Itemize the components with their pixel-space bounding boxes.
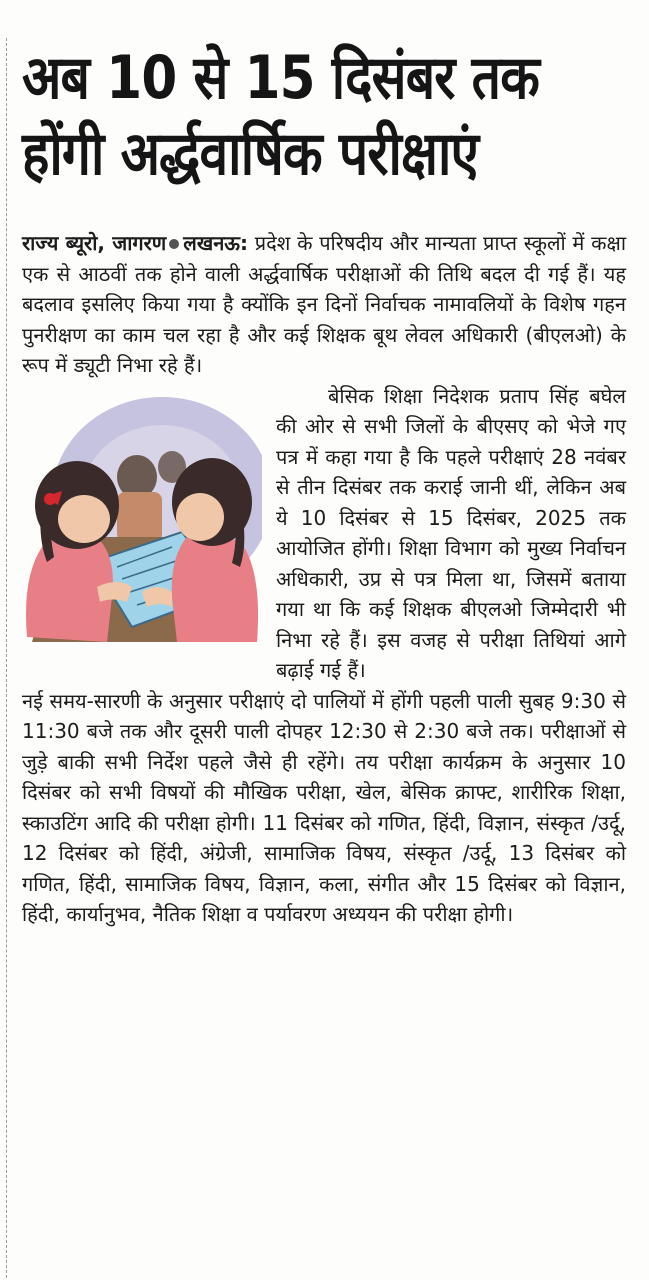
dateline-city: लखनऊ: (183, 231, 248, 255)
headline (22, 40, 555, 192)
headline-line-2: होंगी अर्द्धवार्षिक परीक्षाएं (22, 119, 479, 189)
paragraph-2-text: बेसिक शिक्षा निदेशक प्रताप सिंह बघेल की ओर से सभी जिलों के बीएसए को भेजे गए पत्र में कहा गया है कि पहले परीक्षाएं 28 नवंबर से तीन दिसंबर तक कराई जानी थीं, लेकिन अब ये 10 दिसंबर से 15 दिसंबर, 2025 तक आयोजित होंगी। शिक्षा विभाग को मुख्य निर्वाचन अधिकारी, उप्र से पत्र मिला था, जिसमें बताया गया था कि कई शिक्षक बीएलओ जिम्मेदारी भी निभा रहे हैं। इस वजह से परीक्षा तिथियां आगे बढ़ाई गई हैं। (276, 383, 626, 682)
headline-line-1: अब 10 से 15 दिसंबर तक (22, 43, 539, 113)
bullet-icon (169, 239, 179, 249)
paragraph-3-text: नई समय-सारणी के अनुसार परीक्षाएं दो पालियों में होंगी पहली पाली सुबह 9:30 से 11:30 बजे तक और दूसरी पाली दोपहर 12:30 से 2:30 बजे तक। परीक्षाओं से जुड़े बाकी सभी निर्देश पहले जैसे ही रहेंगे। तय परीक्षा कार्यक्रम के अनुसार 10 दिसंबर को सभी विषयों की मौखिक परीक्षा, खेल, बेसिक क्राफ्ट, शारीरिक शिक्षा, स्काउटिंग आदि की परीक्षा होगी। 11 दिसंबर को गणित, हिंदी, विज्ञान, संस्कृत /उर्दू, 12 दिसंबर को हिंदी, अंग्रेजी, सामाजिक विषय, संस्कृत /उर्दू, 13 दिसंबर को गणित, हिंदी, सामाजिक विषय, विज्ञान, कला, संगीत और 15 दिसंबर को विज्ञान, हिंदी, कार्यानुभव, नैतिक शिक्षा व पर्यावरण अध्ययन की परीक्षा होगी। (22, 688, 626, 926)
paragraph-1-text: प्रदेश के परिषदीय और मान्यता प्राप्त स्कूलों में कक्षा एक से आठवीं तक होने वाली अर्द्धवार्षिक परीक्षाओं की तिथि बदल दी गई हैं। यह बदलाव इसलिए किया गया है क्योंकि इन दिनों निर्वाचक नामावलियों के विशेष गहन पुनरीक्षण का काम चल रहा है और कई शिक्षक बूथ लेवल अधिकारी (बीएलओ) के रूप में ड्यूटी निभा रहे हैं। (22, 231, 627, 377)
article-body (22, 228, 626, 930)
column-divider (6, 38, 8, 1278)
paragraph-1 (22, 228, 626, 381)
students-writing-exam-illustration (22, 387, 262, 655)
paragraph-2 (22, 381, 626, 686)
paragraph-3 (22, 686, 626, 930)
dateline-bureau: राज्य ब्यूरो, जागरण (22, 231, 167, 255)
